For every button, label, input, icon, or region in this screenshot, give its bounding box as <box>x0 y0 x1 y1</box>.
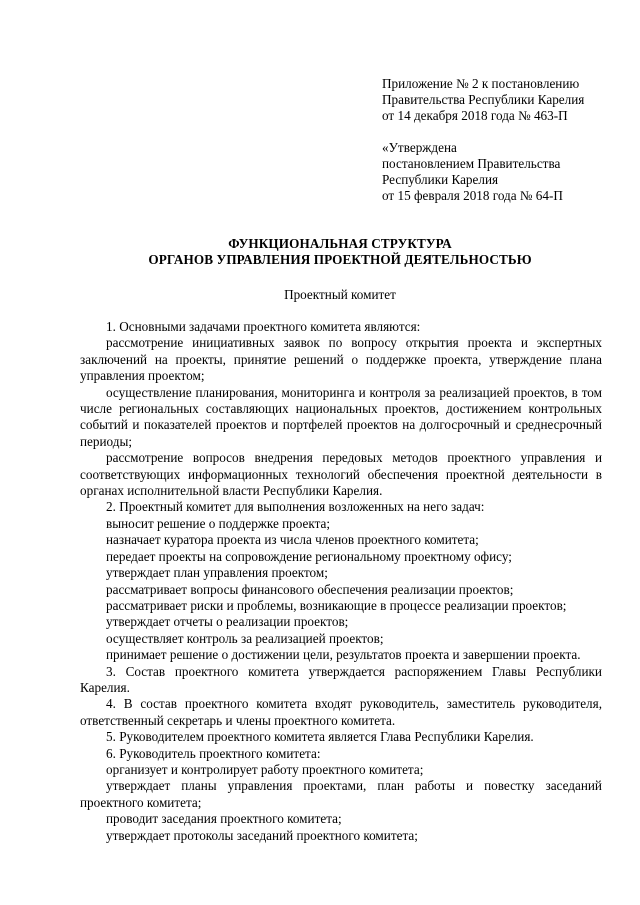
paragraph: 5. Руководителем проектного комитета является Глава Республики Карелия. <box>106 729 534 745</box>
paragraph: проводит заседания проектного комитета; <box>106 811 342 827</box>
paragraph: рассматривает вопросы финансового обеспечения реализации проектов; <box>106 581 514 597</box>
section-title: Проектный комитет <box>284 287 396 302</box>
paragraph: организует и контролирует работу проектного комитета; <box>106 761 424 777</box>
document-body <box>80 319 602 844</box>
paragraph: рассматривает риски и проблемы, возникающие в процессе реализации проектов; <box>106 597 567 613</box>
paragraph: утверждает планы управления проектами, план работы и повестку заседаний проектного комитета; <box>80 778 602 810</box>
approval-line: постановлением Правительства <box>382 156 561 171</box>
title-line-2: ОРГАНОВ УПРАВЛЕНИЯ ПРОЕКТНОЙ ДЕЯТЕЛЬНОСТЬЮ <box>148 252 532 267</box>
title-line-1: ФУНКЦИОНАЛЬНАЯ СТРУКТУРА <box>228 236 452 251</box>
paragraph: рассмотрение инициативных заявок по вопросу открытия проекта и экспертных заключений на проекты, принятие решений о поддержке проекта, утверждение плана управления проектом; <box>80 335 602 384</box>
paragraph: выносит решение о поддержке проекта; <box>106 515 331 531</box>
paragraph: 2. Проектный комитет для выполнения возложенных на него задач: <box>106 499 485 515</box>
paragraph: назначает куратора проекта из числа членов проектного комитета; <box>106 532 479 548</box>
paragraph: утверждает протоколы заседаний проектного комитета; <box>106 827 418 843</box>
paragraph: 3. Состав проектного комитета утверждается распоряжением Главы Республики Карелия. <box>80 663 602 695</box>
appendix-line: от 14 декабря 2018 года № 463-П <box>382 108 568 123</box>
approval-line: от 15 февраля 2018 года № 64-П <box>382 188 563 203</box>
paragraph: 4. В состав проектного комитета входят руководитель, заместитель руководителя, ответственный секретарь и члены проектного комитета. <box>80 696 602 728</box>
paragraph: 1. Основными задачами проектного комитета являются: <box>106 319 421 334</box>
appendix-header <box>382 76 632 124</box>
paragraph: осуществление планирования, мониторинга и контроля за реализацией проектов, в том числе региональных составляющих национальных проектов, достижением контрольных событий и показателей проектов и портфелей проектов на долгосрочный и среднесрочный периоды; <box>80 384 602 449</box>
paragraph: утверждает план управления проектом; <box>106 565 328 581</box>
paragraph: утверждает отчеты о реализации проектов; <box>106 614 349 630</box>
appendix-line: Приложение № 2 к постановлению <box>382 76 580 91</box>
appendix-line: Правительства Республики Карелия <box>382 92 585 107</box>
paragraph: рассмотрение вопросов внедрения передовых методов проектного управления и соответствующих информационных технологий обеспечения проектной деятельности в органах исполнительной власти Республики Карелия. <box>80 450 602 499</box>
document-title <box>40 236 640 268</box>
paragraph: передает проекты на сопровождение региональному проектному офису; <box>106 548 512 564</box>
paragraph: 6. Руководитель проектного комитета: <box>106 745 321 761</box>
paragraph: принимает решение о достижении цели, результатов проекта и завершении проекта. <box>106 647 581 663</box>
approval-stamp <box>382 140 632 204</box>
approval-line: Республики Карелия <box>382 172 499 187</box>
paragraph: осуществляет контроль за реализацией проектов; <box>106 630 384 646</box>
approval-line: «Утверждена <box>382 140 457 155</box>
